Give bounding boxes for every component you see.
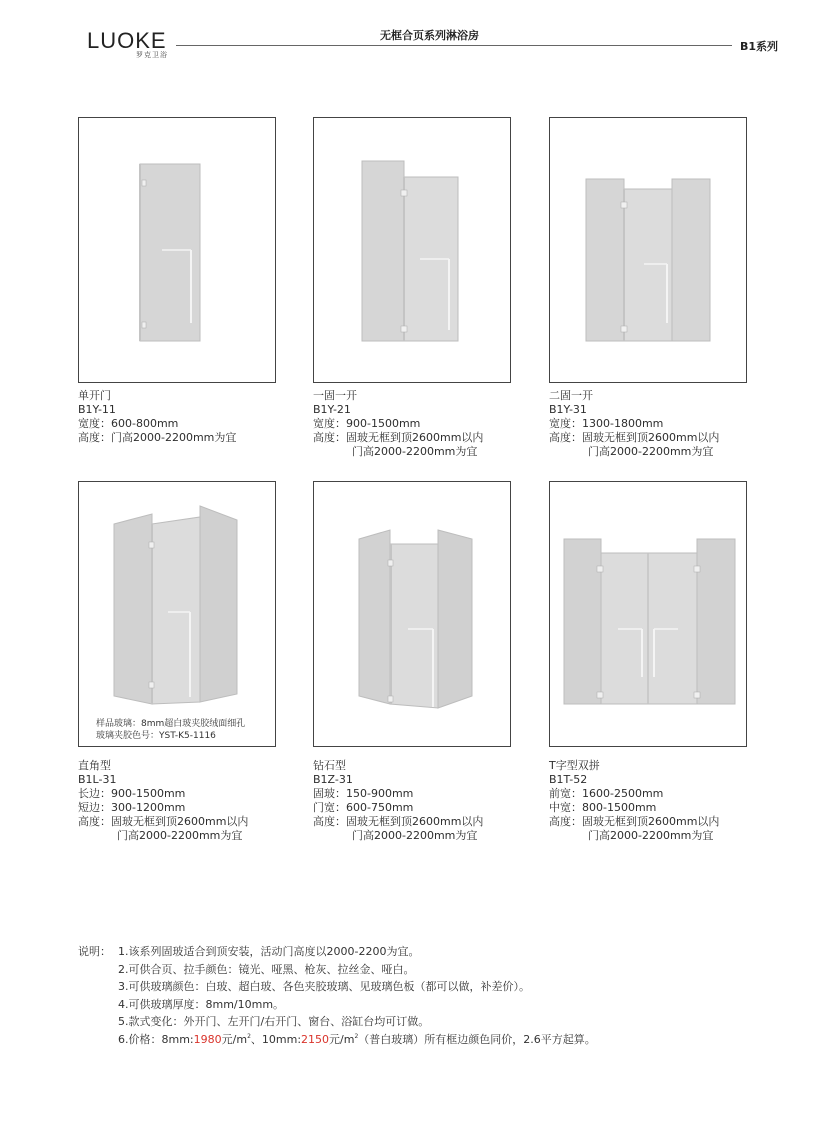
note-item: 5.款式变化：外开门、左开门/右开门、窗台、浴缸台均可订做。 — [118, 1015, 430, 1028]
page-title: 无框合页系列淋浴房 — [380, 29, 479, 42]
product-image-b1y-31 — [549, 117, 747, 383]
product-spec: 宽度：600-800mm — [78, 417, 179, 430]
shower-two-fixed-one-door-illustration — [550, 118, 746, 382]
logo — [87, 28, 168, 59]
product-name: 钻石型 — [313, 759, 346, 772]
product-name: 一固一开 — [313, 389, 357, 402]
product-name: 单开门 — [78, 389, 111, 402]
product-spec: 门高2000-2200mm为宜 — [588, 445, 714, 458]
product-spec: 门高2000-2200mm为宜 — [352, 829, 478, 842]
note-item: 2.可供合页、拉手颜色：镜光、哑黑、枪灰、拉丝金、哑白。 — [118, 962, 415, 976]
shower-single-door-illustration — [79, 118, 275, 382]
product-spec: 宽度：900-1500mm — [313, 417, 421, 430]
product-spec: 高度：固玻无框到顶2600mm以内 — [78, 815, 249, 828]
price-prefix: 6.价格：8mm: — [118, 1032, 194, 1046]
notes-section — [78, 943, 596, 1048]
product-code: B1Y-21 — [313, 403, 351, 416]
caption-b1l-31 — [78, 759, 248, 843]
price-unit: 元/m — [329, 1032, 355, 1046]
shower-corner-illustration — [79, 482, 275, 746]
price-mid: 、10mm: — [250, 1032, 302, 1046]
logo-text: LUOKE — [87, 28, 167, 53]
shower-t-shape-double-illustration — [550, 482, 746, 746]
series-label: B1系列 — [740, 40, 779, 53]
product-spec: 长边：900-1500mm — [78, 787, 186, 800]
product-code: B1Y-31 — [549, 403, 587, 416]
product-spec: 高度：固玻无框到顶2600mm以内 — [549, 815, 720, 828]
note-item: 3.可供玻璃颜色：白玻、超白玻、各色夹胶玻璃、见玻璃色板（都可以做，补差价）。 — [118, 980, 530, 993]
product-name: 二固一开 — [549, 389, 593, 402]
caption-b1y-21 — [313, 389, 483, 459]
sample-note-line: 样品玻璃：8mm超白玻夹胶绒面细孔 — [96, 719, 246, 729]
note-item: 1.该系列固玻适合到顶安装，活动门高度以2000-2200为宜。 — [118, 945, 420, 958]
product-spec: 门高2000-2200mm为宜 — [588, 829, 714, 842]
price-unit: 元/m — [221, 1032, 248, 1046]
price-10mm: 2150 — [301, 1032, 330, 1046]
product-spec: 高度：门高2000-2200mm为宜 — [78, 431, 237, 444]
product-spec: 固玻：150-900mm — [313, 787, 414, 800]
product-spec: 高度：固玻无框到顶2600mm以内 — [549, 431, 720, 444]
product-spec: 前宽：1600-2500mm — [549, 787, 664, 800]
product-spec: 门高2000-2200mm为宜 — [352, 445, 478, 458]
product-spec: 高度：固玻无框到顶2600mm以内 — [313, 815, 484, 828]
sample-glass-note — [96, 718, 245, 742]
note-item: 4.可供玻璃厚度：8mm/10mm。 — [118, 997, 285, 1011]
unit-superscript: 2 — [247, 1032, 251, 1040]
price-note — [78, 1031, 596, 1049]
header-divider — [176, 45, 732, 46]
sample-note-line: 玻璃夹胶色号：YST-K5-1116 — [96, 731, 216, 741]
product-spec: 宽度：1300-1800mm — [549, 417, 664, 430]
product-spec: 短边：300-1200mm — [78, 801, 186, 814]
product-name: T字型双拼 — [549, 759, 600, 772]
product-spec: 门宽：600-750mm — [313, 801, 414, 814]
notes-lead: 说明： — [78, 945, 111, 958]
product-code: B1T-52 — [549, 773, 588, 786]
product-spec: 中宽：800-1500mm — [549, 801, 657, 814]
product-code: B1Z-31 — [313, 773, 353, 786]
shower-one-fixed-one-door-illustration — [314, 118, 510, 382]
product-spec: 门高2000-2200mm为宜 — [117, 829, 243, 842]
product-image-b1y-21 — [313, 117, 511, 383]
price-suffix: （普白玻璃）所有框边颜色同价，2.6平方起算。 — [358, 1032, 596, 1046]
product-image-b1y-11 — [78, 117, 276, 383]
caption-b1y-31 — [549, 389, 719, 459]
caption-b1t-52 — [549, 759, 719, 843]
caption-b1z-31 — [313, 759, 483, 843]
price-8mm: 1980 — [193, 1032, 222, 1046]
product-code: B1L-31 — [78, 773, 117, 786]
product-name: 直角型 — [78, 759, 111, 772]
shower-diamond-illustration — [314, 482, 510, 746]
product-code: B1Y-11 — [78, 403, 116, 416]
product-image-b1l-31 — [78, 481, 276, 747]
product-spec: 高度：固玻无框到顶2600mm以内 — [313, 431, 484, 444]
unit-superscript: 2 — [354, 1032, 359, 1040]
logo-subtext: 罗克卫浴 — [136, 51, 168, 59]
product-image-b1t-52 — [549, 481, 747, 747]
caption-b1y-11 — [78, 389, 236, 445]
product-image-b1z-31 — [313, 481, 511, 747]
